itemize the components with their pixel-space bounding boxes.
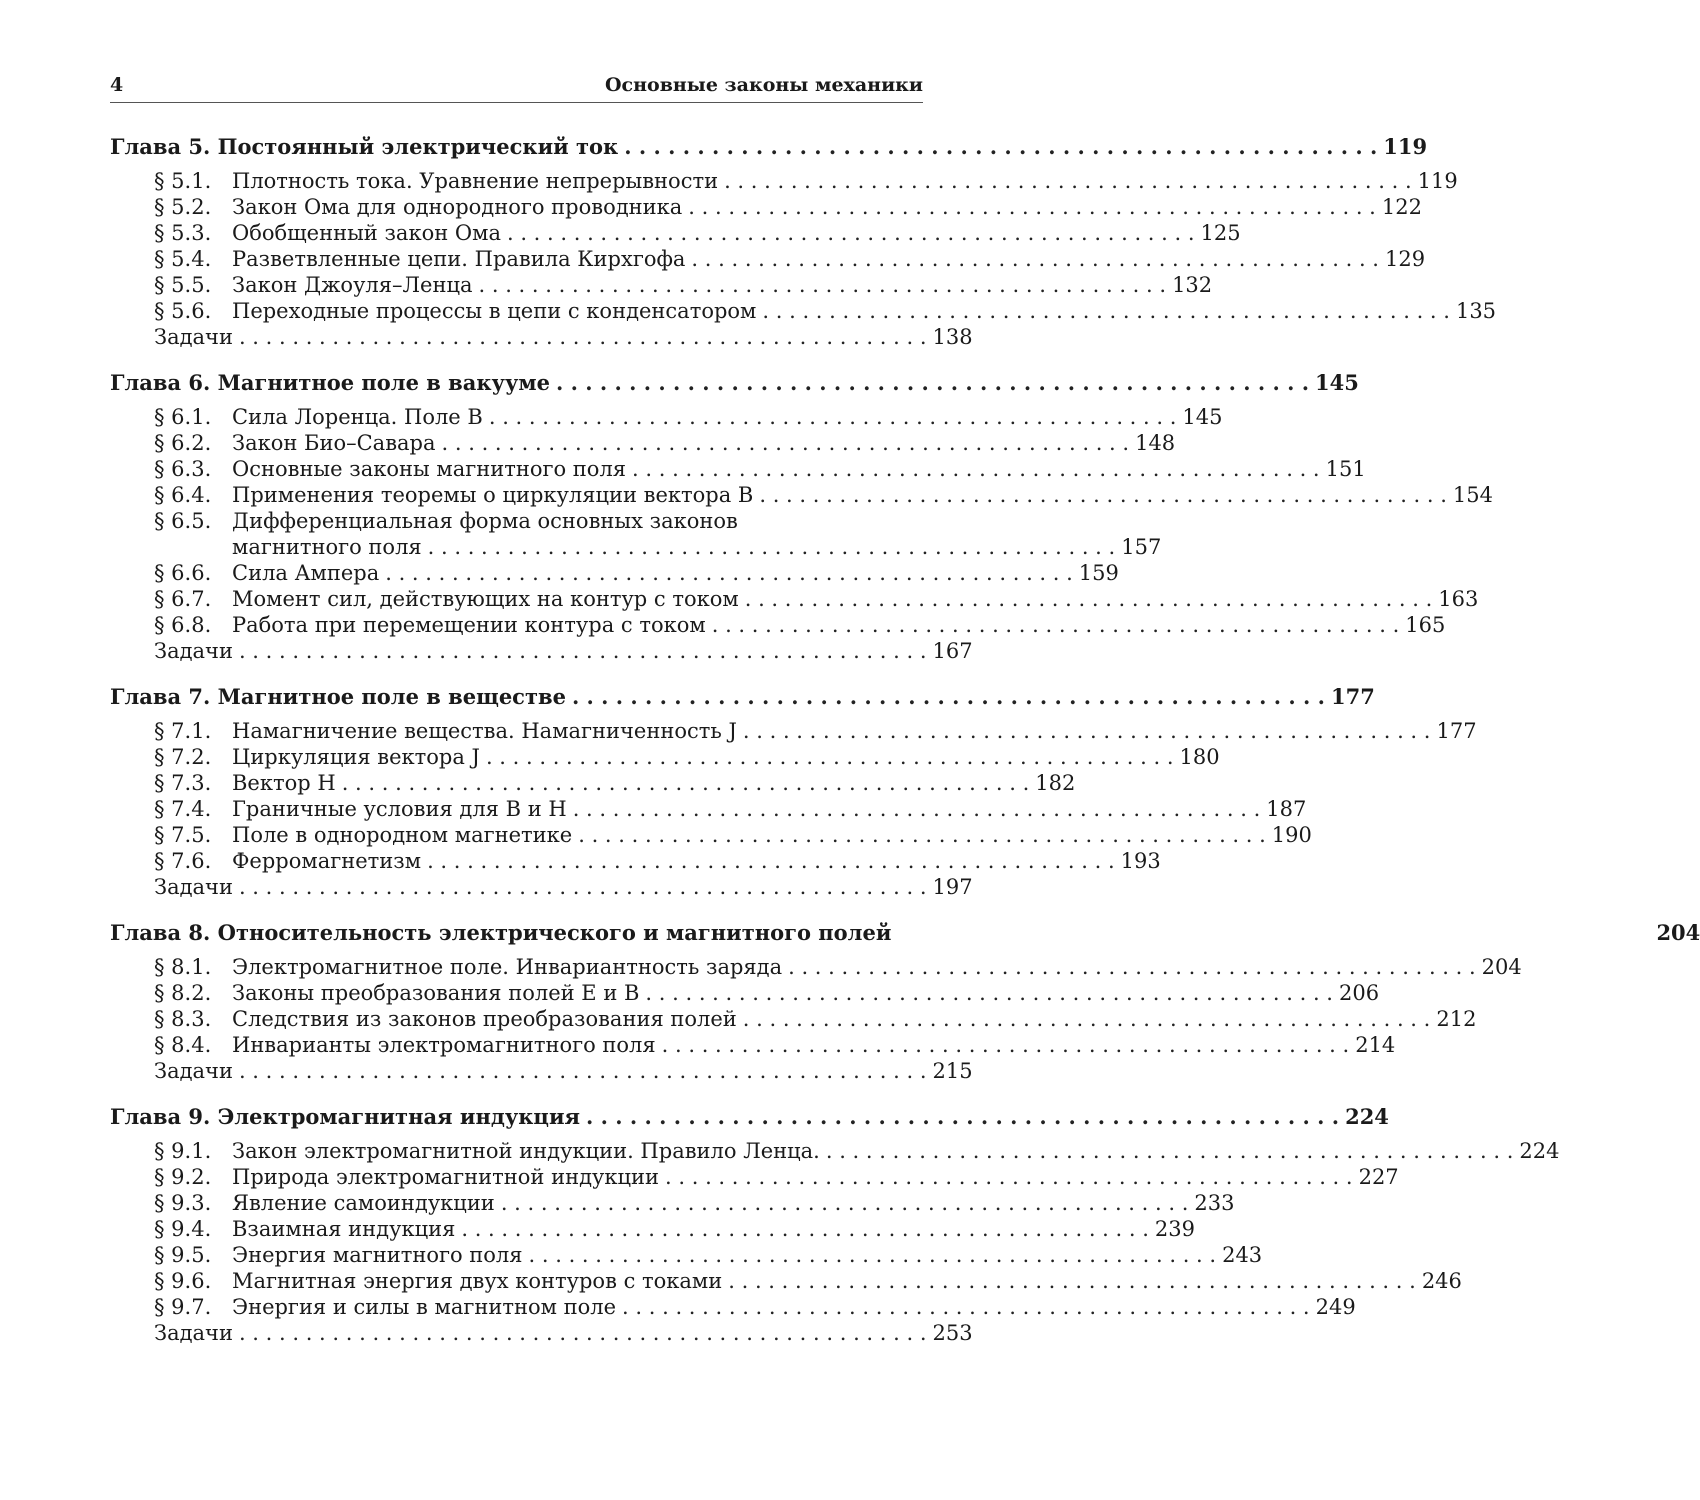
leader-dots [427, 848, 1115, 874]
leader-dots [665, 1164, 1353, 1190]
toc-entry [110, 508, 923, 534]
section-page: 246 [1421, 1269, 1462, 1293]
section-page: 163 [1438, 587, 1479, 611]
leader-dots [688, 194, 1376, 220]
tasks-page: 197 [932, 875, 973, 899]
section-title: Применения теоремы о циркуляции вектора B [232, 483, 754, 507]
section-number: § 9.2. [154, 1165, 212, 1189]
section-number: § 5.6. [154, 299, 212, 323]
section-page: 204 [1481, 955, 1522, 979]
section-page: 239 [1154, 1217, 1195, 1241]
section-title: Намагничение вещества. Намагниченность J [232, 719, 737, 743]
section-heading [154, 1190, 495, 1216]
section-heading [154, 796, 567, 822]
running-title: Основные законы механики [605, 74, 923, 96]
section-page: 206 [1338, 981, 1380, 1005]
toc-entry-continuation [110, 534, 1162, 560]
section-number: § 9.5. [154, 1243, 212, 1267]
leader-dots [645, 980, 1333, 1006]
section-page: 129 [1384, 247, 1426, 271]
tasks-page: 138 [932, 325, 973, 349]
chapter-title: Глава 7. Магнитное поле в веществе [110, 684, 566, 709]
section-heading [154, 298, 756, 324]
chapter-block [110, 918, 1700, 1084]
toc-entry [110, 980, 1380, 1006]
tasks-entry [110, 874, 973, 900]
chapter-page: 145 [1315, 370, 1359, 395]
toc-entry [110, 770, 1076, 796]
section-number: § 6.7. [154, 587, 212, 611]
leader-dots [745, 586, 1433, 612]
leader-dots [461, 1216, 1149, 1242]
toc-entry [110, 168, 1458, 194]
leader-dots [691, 246, 1379, 272]
toc-entry [110, 430, 1176, 456]
section-number: § 6.3. [154, 457, 212, 481]
section-title: Циркуляция вектора J [232, 745, 480, 769]
leader-dots [385, 560, 1073, 586]
section-heading [154, 482, 753, 508]
leader-dots [442, 430, 1130, 456]
chapter-title: Глава 6. Магнитное поле в вакууме [110, 370, 550, 395]
leader-dots [624, 132, 1377, 162]
section-number: § 5.2. [154, 195, 212, 219]
chapter-block [110, 132, 1497, 350]
section-page: 190 [1271, 823, 1312, 847]
section-heading [154, 980, 639, 1006]
section-title: Поле в однородном магнетике [232, 823, 573, 847]
section-page: 132 [1172, 273, 1213, 297]
section-title: Взаимная индукция [232, 1217, 456, 1241]
section-heading [154, 168, 718, 194]
section-title: Следствия из законов преобразования полей [232, 1007, 737, 1031]
section-number: § 7.5. [154, 823, 212, 847]
toc-entry [110, 1032, 1396, 1058]
toc-entry [110, 612, 1446, 638]
leader-dots [239, 874, 927, 900]
leader-dots [728, 1268, 1416, 1294]
toc-entry [110, 272, 1213, 298]
leader-dots [239, 638, 927, 664]
leader-dots [428, 534, 1116, 560]
section-page: 135 [1455, 299, 1497, 323]
tasks-label: Задачи [154, 325, 233, 349]
section-number: § 5.4. [154, 247, 212, 271]
section-page: 122 [1381, 195, 1422, 219]
section-page: 187 [1266, 797, 1307, 821]
section-number: § 6.1. [154, 405, 212, 429]
toc-entry [110, 822, 1312, 848]
leader-dots [662, 1032, 1350, 1058]
section-page: 243 [1222, 1243, 1263, 1267]
section-page: 177 [1436, 719, 1477, 743]
section-page: 157 [1121, 535, 1162, 559]
toc-entry [110, 848, 1161, 874]
tasks-label: Задачи [154, 1059, 233, 1083]
leader-dots [759, 482, 1447, 508]
section-heading [154, 1164, 659, 1190]
leader-dots [743, 718, 1431, 744]
section-page: 119 [1417, 169, 1458, 193]
toc-entry [110, 1190, 1235, 1216]
section-number: § 5.1. [154, 169, 212, 193]
section-page: 180 [1179, 745, 1220, 769]
toc-entry [110, 796, 1307, 822]
tasks-label: Задачи [154, 639, 233, 663]
section-page: 214 [1355, 1033, 1396, 1057]
section-page: 154 [1452, 483, 1494, 507]
leader-dots [826, 1138, 1514, 1164]
section-title: Обобщенный закон Ома [232, 221, 501, 245]
leader-dots [489, 404, 1177, 430]
toc-entry [110, 1242, 1263, 1268]
chapter-page: 204 [1656, 920, 1700, 945]
chapter-title: Глава 5. Постоянный электрический ток [110, 134, 619, 159]
section-title: Основные законы магнитного поля [232, 457, 627, 481]
page-number: 4 [110, 74, 124, 96]
section-number: § 7.1. [154, 719, 212, 743]
section-title: Дифференциальная форма основных законов [232, 509, 738, 533]
section-heading [154, 430, 436, 456]
section-page: 148 [1135, 431, 1176, 455]
tasks-label: Задачи [154, 875, 233, 899]
leader-dots [342, 770, 1030, 796]
section-heading [154, 612, 706, 638]
section-page: 233 [1194, 1191, 1235, 1215]
section-heading [154, 456, 626, 482]
section-title: Разветвленные цепи. Правила Кирхгофа [232, 247, 686, 271]
section-title: Ферромагнетизм [232, 849, 422, 873]
section-heading [154, 822, 572, 848]
leader-dots [239, 1320, 927, 1346]
section-number: § 9.7. [154, 1295, 212, 1319]
tasks-entry [110, 638, 973, 664]
section-heading [154, 1006, 737, 1032]
leader-dots [572, 682, 1325, 712]
chapter-block [110, 368, 1494, 664]
section-page: 212 [1436, 1007, 1477, 1031]
section-number: § 6.2. [154, 431, 212, 455]
toc-entry [110, 744, 1220, 770]
section-title: Энергия и силы в магнитном поле [232, 1295, 617, 1319]
chapter-heading [110, 368, 1359, 398]
section-heading [154, 272, 473, 298]
section-heading [154, 770, 336, 796]
section-heading [154, 744, 480, 770]
chapter-heading [110, 918, 1700, 948]
section-heading [154, 560, 379, 586]
toc-entry [110, 298, 1497, 324]
section-number: § 8.1. [154, 955, 212, 979]
section-page: 193 [1120, 849, 1161, 873]
section-heading [154, 220, 501, 246]
leader-dots [556, 368, 1309, 398]
section-title: Закон Био–Савара [232, 431, 436, 455]
section-title: Природа электромагнитной индукции [232, 1165, 660, 1189]
section-title-continued: магнитного поля [232, 535, 422, 559]
section-heading [154, 404, 483, 430]
section-title: Вектор H [232, 771, 336, 795]
section-title: Энергия магнитного поля [232, 1243, 523, 1267]
leader-dots [743, 1006, 1431, 1032]
section-number: § 5.3. [154, 221, 212, 245]
section-page: 224 [1519, 1139, 1560, 1163]
chapter-page: 177 [1330, 684, 1375, 709]
toc-entry [110, 1216, 1195, 1242]
section-title: Граничные условия для B и H [232, 797, 567, 821]
toc-entry [110, 560, 1119, 586]
tasks-page: 167 [932, 639, 973, 663]
section-number: § 8.2. [154, 981, 212, 1005]
section-number: § 6.5. [154, 509, 212, 533]
section-number: § 6.4. [154, 483, 212, 507]
section-title: Сила Лоренца. Поле B [232, 405, 483, 429]
section-number: § 8.4. [154, 1033, 212, 1057]
section-page: 159 [1078, 561, 1119, 585]
chapter-heading [110, 682, 1375, 712]
section-heading [154, 848, 421, 874]
section-page: 145 [1182, 405, 1223, 429]
leader-dots [507, 220, 1195, 246]
section-number: § 6.6. [154, 561, 212, 585]
tasks-page: 253 [932, 1321, 973, 1345]
toc-entry [110, 1138, 1560, 1164]
section-title: Закон электромагнитной индукции. Правило Ленца. [232, 1139, 820, 1163]
leader-dots [622, 1294, 1310, 1320]
leader-dots [486, 744, 1174, 770]
section-number: § 9.3. [154, 1191, 212, 1215]
section-number: § 7.3. [154, 771, 212, 795]
section-page: 165 [1405, 613, 1446, 637]
tasks-label: Задачи [154, 1321, 233, 1345]
toc-entry [110, 1164, 1399, 1190]
chapter-block [110, 682, 1477, 900]
chapter-page: 224 [1345, 1104, 1389, 1129]
section-page: 125 [1200, 221, 1241, 245]
leader-dots [586, 1102, 1339, 1132]
toc-entry [110, 482, 1494, 508]
toc-entry [110, 1268, 1462, 1294]
leader-dots [573, 796, 1261, 822]
chapter-title: Глава 9. Электромагнитная индукция [110, 1104, 581, 1129]
section-title: Законы преобразования полей E и B [232, 981, 640, 1005]
section-heading [154, 1032, 656, 1058]
section-number: § 9.1. [154, 1139, 212, 1163]
section-title: Инварианты электромагнитного поля [232, 1033, 656, 1057]
leader-dots [712, 612, 1400, 638]
section-number: § 7.6. [154, 849, 212, 873]
toc-entry [110, 1294, 1356, 1320]
toc-entry [110, 246, 1426, 272]
tasks-entry [110, 1320, 973, 1346]
section-heading [154, 246, 685, 272]
section-title: Закон Ома для однородного проводника [232, 195, 683, 219]
leader-dots [762, 298, 1450, 324]
section-number: § 7.4. [154, 797, 212, 821]
toc-entry [110, 456, 1366, 482]
section-title: Переходные процессы в цепи с конденсатором [232, 299, 757, 323]
section-heading [154, 1216, 455, 1242]
leader-dots [724, 168, 1412, 194]
chapter-page: 119 [1383, 134, 1428, 159]
toc-entry [110, 194, 1422, 220]
leader-dots [501, 1190, 1189, 1216]
section-number: § 9.4. [154, 1217, 212, 1241]
section-title: Явление самоиндукции [232, 1191, 495, 1215]
tasks-entry [110, 324, 973, 350]
section-number: § 9.6. [154, 1269, 212, 1293]
tasks-entry [110, 1058, 973, 1084]
section-heading [154, 954, 782, 980]
tasks-page: 215 [932, 1059, 973, 1083]
section-page: 227 [1358, 1165, 1399, 1189]
running-head [110, 72, 923, 103]
toc-entry [110, 718, 1477, 744]
toc-entry [110, 586, 1479, 612]
table-of-contents [110, 132, 1700, 1364]
section-heading [154, 1138, 820, 1164]
section-title: Закон Джоуля–Ленца [232, 273, 473, 297]
chapter-heading [110, 1102, 1389, 1132]
section-heading [154, 1242, 523, 1268]
toc-entry [110, 404, 1223, 430]
leader-dots [479, 272, 1167, 298]
toc-entry [110, 220, 1241, 246]
section-heading [154, 1294, 616, 1320]
section-title: Плотность тока. Уравнение непрерывности [232, 169, 719, 193]
section-number: § 6.8. [154, 613, 212, 637]
chapter-block [110, 1102, 1560, 1346]
section-heading [154, 718, 737, 744]
leader-dots [788, 954, 1476, 980]
chapter-title: Глава 8. Относительность электрического и магнитного полей [110, 920, 892, 945]
section-page: 182 [1035, 771, 1076, 795]
section-heading [154, 1268, 722, 1294]
section-title: Электромагнитное поле. Инвариантность заряда [232, 955, 783, 979]
leader-dots [529, 1242, 1217, 1268]
toc-entry [110, 954, 1522, 980]
section-page: 151 [1325, 457, 1366, 481]
section-heading [154, 194, 682, 220]
toc-entry [110, 1006, 1477, 1032]
section-heading [154, 586, 739, 612]
leader-dots [632, 456, 1320, 482]
leader-dots [578, 822, 1266, 848]
leader-dots [239, 324, 927, 350]
chapter-heading [110, 132, 1428, 162]
section-number: § 7.2. [154, 745, 212, 769]
section-title: Магнитная энергия двух контуров с токами [232, 1269, 723, 1293]
section-title: Сила Ампера [232, 561, 380, 585]
leader-dots [239, 1058, 927, 1084]
section-title: Момент сил, действующих на контур с током [232, 587, 739, 611]
section-number: § 5.5. [154, 273, 212, 297]
section-number: § 8.3. [154, 1007, 212, 1031]
section-title: Работа при перемещении контура с током [232, 613, 706, 637]
section-page: 249 [1315, 1295, 1356, 1319]
